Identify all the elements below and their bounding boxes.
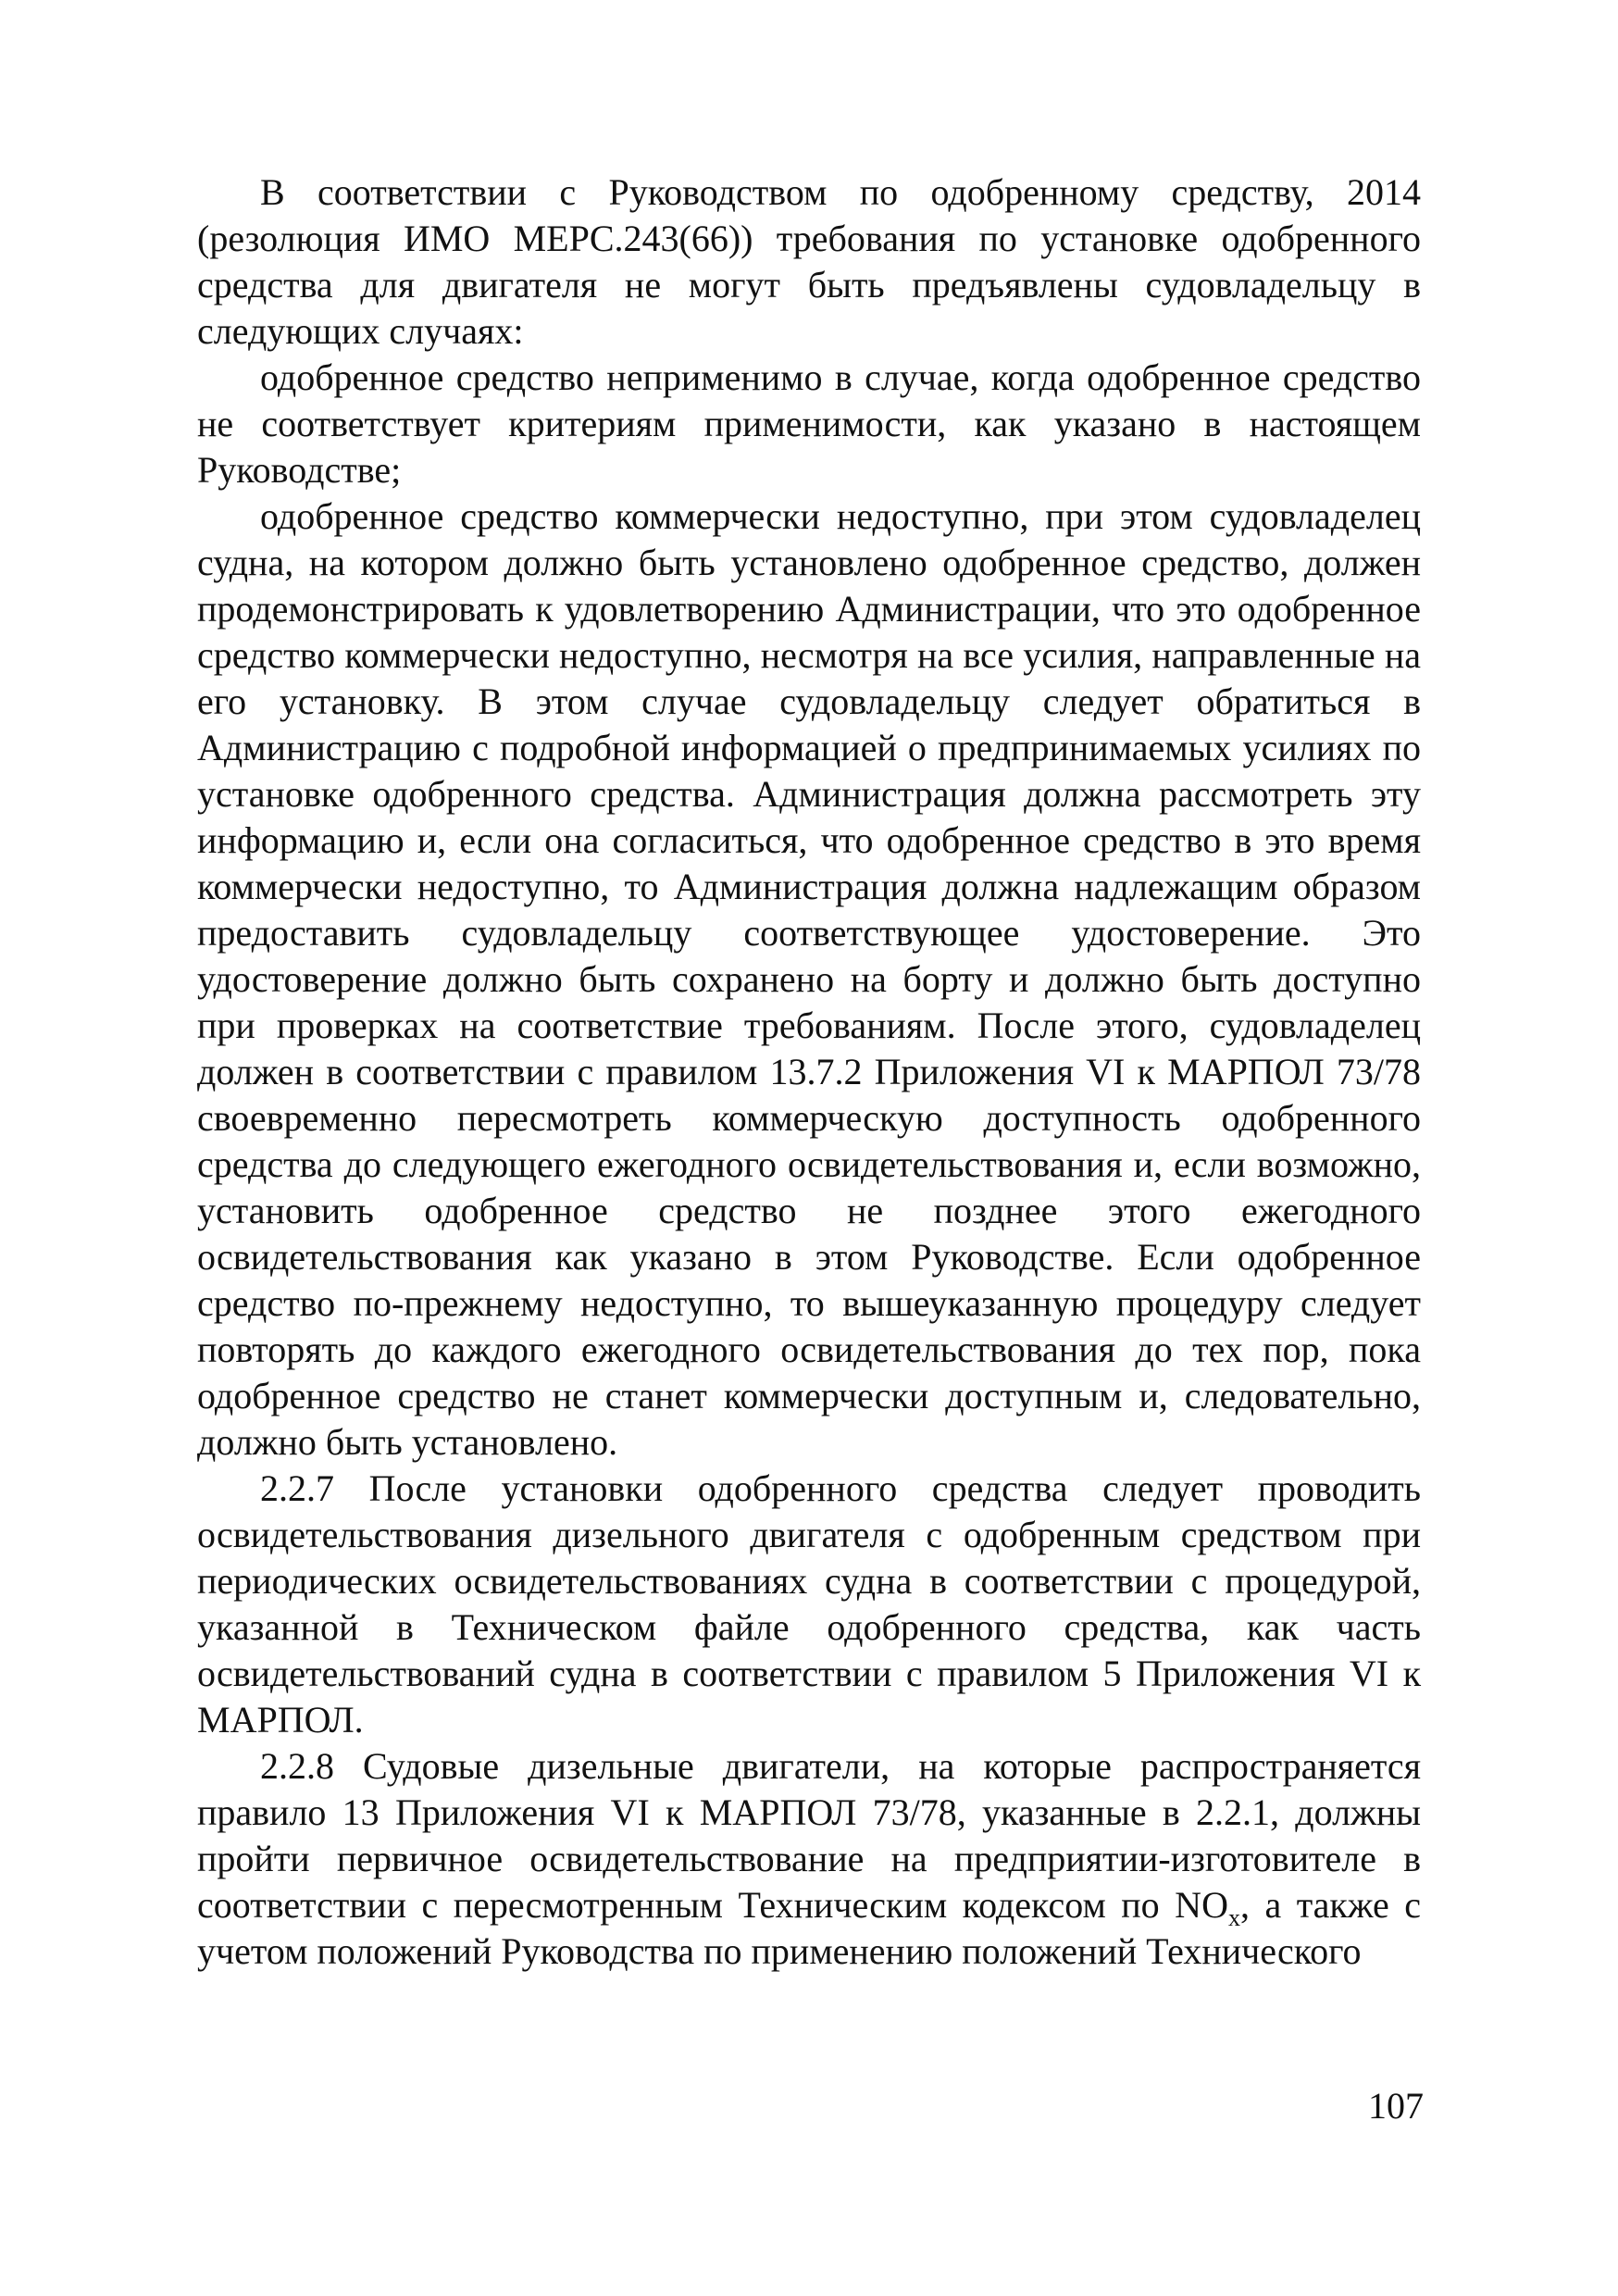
body-text	[197, 169, 1421, 1975]
paragraph-case-not-applicable: одобренное средство неприменимо в случае, когда одобренное средство не соответствует критериям применимости, как указано в настоящем Руководстве;	[197, 356, 1421, 491]
paragraph-2-2-8-text-start: 2.2.8 Судовые дизельные двигатели, на которые распространяется правило 13 Приложения VI к МАРПОЛ 73/78, указанные в 2.2.1, должны пройти первичное освидетельствование на предприятии-изготовителе в соответствии с пересмотренным Техническим кодексом по NO	[197, 1745, 1421, 1926]
page-number: 107	[1368, 2085, 1424, 2127]
paragraph-2-2-7: 2.2.7 После установки одобренного средства следует проводить освидетельствования дизельного двигателя с одобренным средством при периодических освидетельствованиях судна в соответствии с процедурой, указанной в Техническом файле одобренного средства, как часть освидетельствований судна в соответствии с правилом 5 Приложения VI к МАРПОЛ.	[197, 1467, 1421, 1741]
nox-subscript: x	[1227, 1904, 1240, 1931]
paragraph-case-not-available: одобренное средство коммерчески недоступно, при этом судовладелец судна, на котором должно быть установлено одобренное средство, должен продемонстрировать к удовлетворению Администрации, что это одобренное средство коммерчески недоступно, несмотря на все усилия, направленные на его установку. В этом случае судовладельцу следует обратиться в Администрацию с подробной информацией о предпринимаемых усилиях по установке одобренного средства. Администрация должна рассмотреть эту информацию и, если она согласиться, что одобренное средство в это время коммерчески недоступно, то Администрация должна надлежащим образом предоставить судовладельцу соответствующее удостоверение. Это удостоверение должно быть сохранено на борту и должно быть доступно при проверках на соответствие требованиям. После этого, судовладелец должен в соответствии с правилом 13.7.2 Приложения VI к МАРПОЛ 73/78 своевременно пересмотреть коммерческую доступность одобренного средства до следующего ежегодного освидетельствования и, если возможно, установить одобренное средство не позднее этого ежегодного освидетельствования как указано в этом Руководстве. Если одобренное средство по-прежнему недоступно, то вышеуказанную процедуру следует повторять до каждого ежегодного освидетельствования до тех пор, пока одобренное средство не станет коммерчески доступным и, следовательно, должно быть установлено.	[197, 495, 1421, 1463]
paragraph-2-2-8	[197, 1743, 1421, 1975]
paragraph-intro: В соответствии с Руководством по одобренному средству, 2014 (резолюция ИМО MEPC.243(66)) требования по установке одобренного средства для двигателя не могут быть предъявлены судовладельцу в следующих случаях:	[197, 171, 1421, 352]
paragraph-2-2-8-text-end: , а также с учетом положений Руководства по применению положений Технического	[197, 1884, 1421, 1972]
